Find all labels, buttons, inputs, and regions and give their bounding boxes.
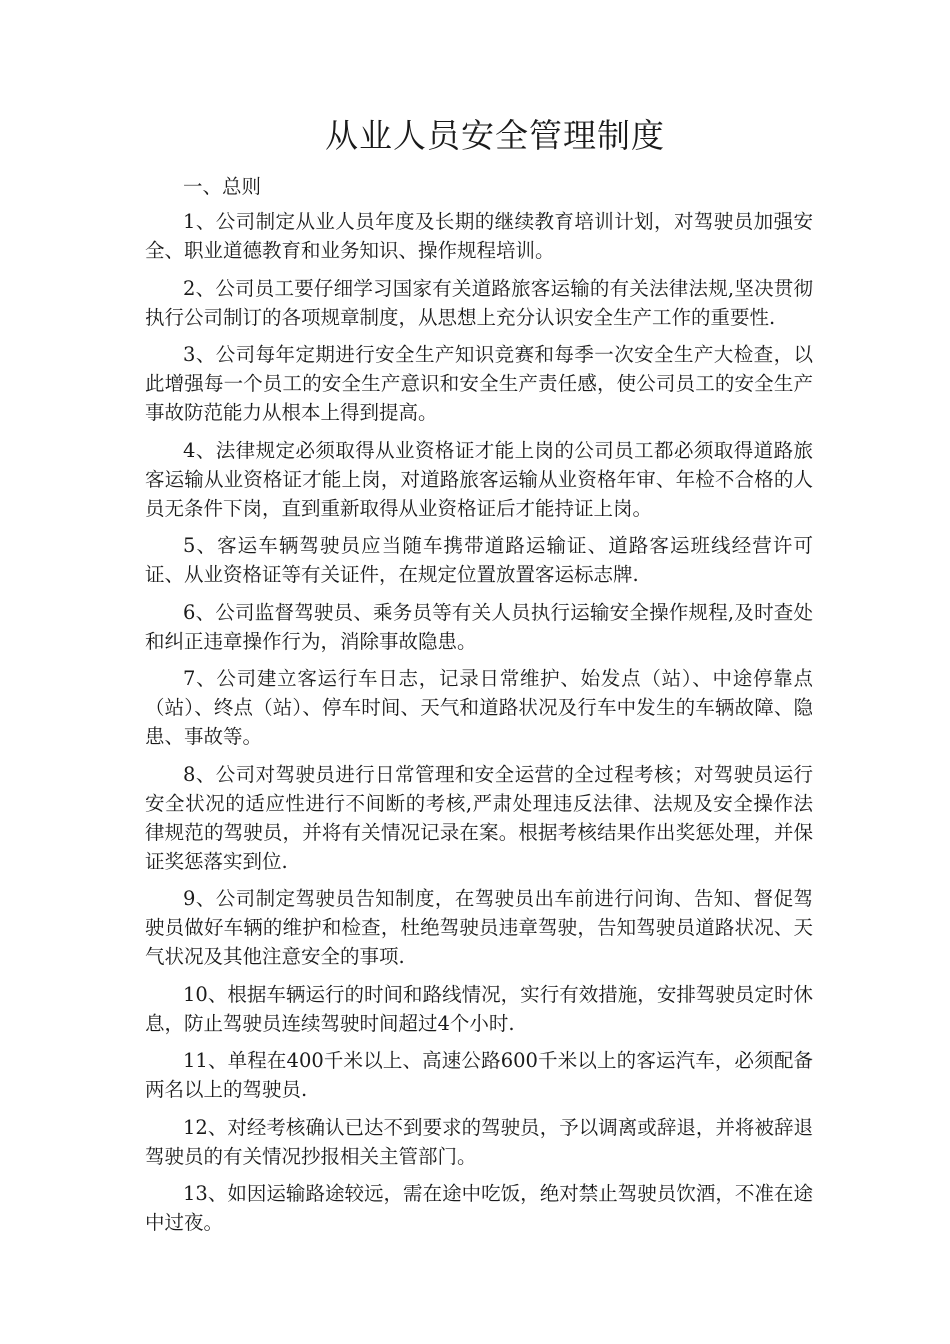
paragraph-7: 7、公司建立客运行车日志，记录日常维护、始发点（站）、中途停靠点（站）、终点（站）、停车时间、天气和道路状况及行车中发生的车辆故障、隐患、事故等。 — [145, 667, 813, 748]
paragraph-6: 6、公司监督驾驶员、乘务员等有关人员执行运输安全操作规程,及时查处和纠正违章操作行为，消除事故隐患。 — [145, 600, 813, 653]
paragraph-3: 3、公司每年定期进行安全生产知识竞赛和每季一次安全生产大检查，以此增强每一个员工的安全生产意识和安全生产责任感，使公司员工的安全生产事故防范能力从根本上得到提高。 — [145, 343, 813, 424]
paragraph-5: 5、客运车辆驾驶员应当随车携带道路运输证、道路客运班线经营许可证、从业资格证等有关证件，在规定位置放置客运标志牌. — [145, 534, 813, 586]
section-heading: 一、总则 — [183, 175, 262, 198]
paragraph-1: 1、公司制定从业人员年度及长期的继续教育培训计划，对驾驶员加强安全、职业道德教育和业务知识、操作规程培训。 — [145, 210, 813, 262]
paragraph-4: 4、法律规定必须取得从业资格证才能上岗的公司员工都必须取得道路旅客运输从业资格证才能上岗，对道路旅客运输从业资格年审、年检不合格的人员无条件下岗，直到重新取得从业资格证后才能持证上岗。 — [145, 438, 813, 520]
paragraph-10: 10、根据车辆运行的时间和路线情况，实行有效措施，安排驾驶员定时休息，防止驾驶员连续驾驶时间超过4个小时. — [145, 982, 813, 1035]
document-title: 从业人员安全管理制度 — [325, 116, 665, 155]
paragraph-13: 13、如因运输路途较远，需在途中吃饭，绝对禁止驾驶员饮酒，不准在途中过夜。 — [145, 1182, 813, 1234]
paragraph-11: 11、单程在400千米以上、高速公路600千米以上的客运汽车，必须配备两名以上的驾驶员. — [145, 1049, 813, 1101]
paragraph-12: 12、对经考核确认已达不到要求的驾驶员，予以调离或辞退，并将被辞退驾驶员的有关情况抄报相关主管部门。 — [145, 1115, 813, 1168]
paragraph-2: 2、公司员工要仔细学习国家有关道路旅客运输的有关法律法规,坚决贯彻执行公司制订的各项规章制度，从思想上充分认识安全生产工作的重要性. — [145, 276, 813, 329]
document-body — [145, 172, 813, 1246]
paragraph-9: 9、公司制定驾驶员告知制度，在驾驶员出车前进行问询、告知、督促驾驶员做好车辆的维护和检查，杜绝驾驶员违章驾驶，告知驾驶员道路状况、天气状况及其他注意安全的事项. — [145, 887, 813, 968]
paragraph-8: 8、公司对驾驶员进行日常管理和安全运营的全过程考核；对驾驶员运行安全状况的适应性进行不间断的考核,严肃处理违反法律、法规及安全操作法律规范的驾驶员，并将有关情况记录在案。根据考核结果作出奖惩处理，并保证奖惩落实到位. — [145, 762, 813, 873]
